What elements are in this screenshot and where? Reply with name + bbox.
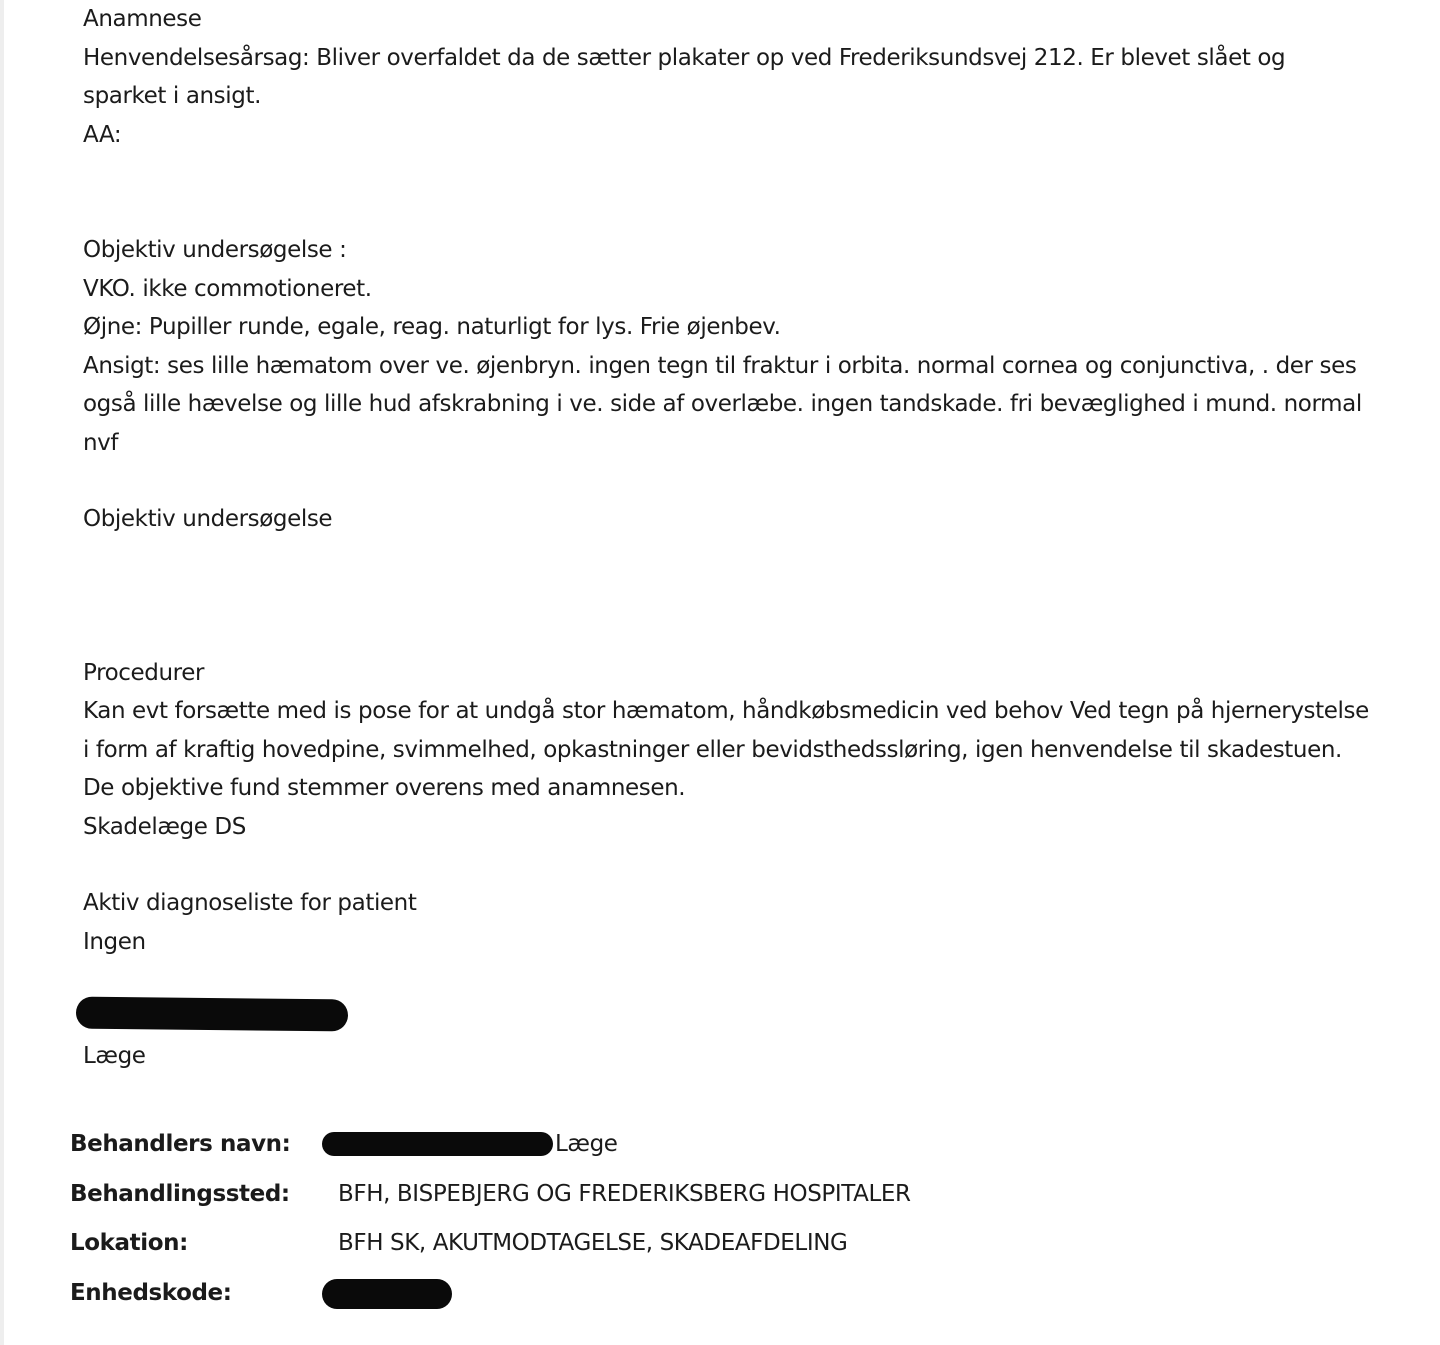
objektiv-line-ansigt: Ansigt: ses lille hæmatom over ve. øjenbryn. ingen tegn til fraktur i orbita. normal cornea og conjunctiva, . der ses også lille hævelse og lille hud afskrabning i ve. side af overlæbe. ingen tandskade. fri bevæglighed i mund. normal nvf	[83, 352, 1362, 456]
objektiv-heading: Objektiv undersøgelse :	[83, 237, 347, 263]
redacted-enhedskode	[322, 1279, 452, 1309]
procedurer-text: Kan evt forsætte med is pose for at undgå stor hæmatom, håndkøbsmedicin ved behov Ved tegn på hjernerystelse i form af kraftig hovedpine, svimmelhed, opkastninger eller bevidsthedssløring, igen henvendelse til skadestuen.	[83, 698, 1369, 763]
objektiv-line-ojne: Øjne: Pupiller runde, egale, reag. naturligt for lys. Frie øjenbev.	[83, 314, 781, 340]
diagnose-heading: Aktiv diagnoseliste for patient	[83, 890, 417, 916]
behandler-row	[70, 1120, 1170, 1170]
enhed-row	[70, 1269, 1170, 1319]
sted-value: BFH, BISPEBJERG OG FREDERIKSBERG HOSPITALER	[338, 1180, 911, 1207]
lokation-row	[70, 1219, 1170, 1269]
sted-label: Behandlingssted:	[70, 1180, 290, 1207]
redacted-signature-name	[76, 997, 348, 1032]
treatment-details	[70, 1120, 1170, 1318]
procedurer-signoff: Skadelæge DS	[83, 813, 246, 840]
objektiv-heading-2: Objektiv undersøgelse	[83, 506, 333, 532]
page-edge	[0, 0, 4, 1345]
behandler-title: Læge	[555, 1131, 618, 1157]
henvendelse-text: Henvendelsesårsag: Bliver overfaldet da de sætter plakater op ved Frederiksundsvej 212. Er blevet slået og sparket i ansigt.	[83, 44, 1286, 109]
objektiv-line-vko: VKO. ikke commotioneret.	[83, 275, 372, 302]
enhed-label: Enhedskode:	[70, 1279, 232, 1306]
behandler-label: Behandlers navn:	[70, 1131, 291, 1157]
procedurer-conclusion: De objektive fund stemmer overens med anamnesen.	[83, 775, 686, 801]
anamnese-heading: Anamnese	[83, 6, 202, 32]
signature-title: Læge	[83, 1043, 146, 1069]
procedurer-heading: Procedurer	[83, 659, 205, 686]
aa-label: AA:	[83, 121, 122, 148]
diagnose-value: Ingen	[83, 928, 146, 955]
sted-row	[70, 1170, 1170, 1220]
lokation-label: Lokation:	[70, 1230, 188, 1256]
lokation-value: BFH SK, AKUTMODTAGELSE, SKADEAFDELING	[338, 1230, 848, 1256]
journal-note	[83, 0, 1383, 961]
redacted-behandler-name	[322, 1132, 553, 1156]
